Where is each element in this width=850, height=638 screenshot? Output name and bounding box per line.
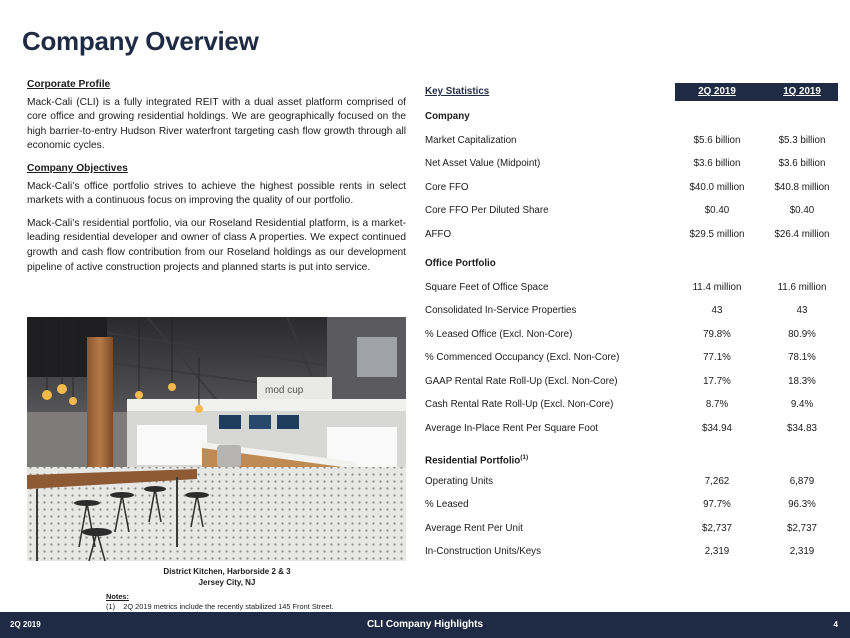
stat-label: % Commenced Occupancy (Excl. Non-Core) [425, 352, 620, 363]
stat-label: Cash Rental Rate Roll-Up (Excl. Non-Core) [425, 399, 614, 410]
key-statistics-label: Key Statistics [422, 83, 675, 101]
corporate-profile-heading: Corporate Profile [27, 79, 111, 90]
stat-label: Core FFO Per Diluted Share [425, 205, 549, 216]
stat-label: In-Construction Units/Keys [425, 546, 541, 557]
stat-value-2q2019: 2,319 [704, 546, 730, 557]
stat-value-1q2019: 43 [796, 305, 808, 316]
stat-label: Core FFO [425, 181, 469, 193]
stat-value-2q2019: $5.6 billion [693, 134, 741, 146]
footer-bar [0, 612, 850, 638]
stat-value-2q2019: 43 [711, 305, 723, 316]
stat-value-1q2019: 80.9% [788, 328, 816, 340]
stat-value-1q2019: $5.3 billion [778, 134, 826, 146]
footer-title: CLI Company Highlights [366, 619, 484, 630]
stat-label: Average Rent Per Unit [425, 522, 523, 534]
stat-label: Operating Units [425, 475, 494, 487]
stat-value-2q2019: $40.0 million [689, 181, 745, 193]
photo-caption-line2: Jersey City, NJ [198, 578, 256, 587]
company-objectives-heading: Company Objectives [27, 162, 128, 174]
cafe-sign-text: mod cup [265, 385, 304, 396]
stat-label: AFFO [425, 228, 452, 240]
company-heading-text: Company [425, 111, 470, 122]
stat-row [422, 517, 838, 541]
stat-row [422, 540, 838, 564]
stat-row [422, 176, 838, 200]
stat-value-2q2019: $3.6 billion [693, 158, 741, 169]
note-1 [106, 602, 334, 612]
stat-value-2q2019: $34.94 [702, 422, 732, 434]
stat-row [422, 323, 838, 347]
stat-label: % Leased [425, 499, 469, 510]
company-group-heading [422, 105, 838, 129]
corporate-profile-text: Mack-Cali (CLI) is a fully integrated REIT with a dual asset platform comprised of core office and growing residential holdings. We are geographically focused on the high barrier-to-entry Hudson River waterfront targeting cash flow growth through all economic cycles. [27, 96, 406, 152]
footer-period: 2Q 2019 [10, 620, 41, 629]
stat-value-1q2019: 6,879 [789, 475, 815, 487]
stat-row [422, 299, 838, 323]
stat-row [422, 199, 838, 223]
left-column [27, 78, 406, 283]
photo-caption-line1: District Kitchen, Harborside 2 & 3 [163, 567, 291, 576]
page-number: 4 [833, 620, 838, 629]
residential-group-heading [422, 446, 838, 470]
note-1-text: 2Q 2019 metrics include the recently stabilized 145 Front Street. [123, 602, 334, 611]
stat-row [422, 129, 838, 153]
photo-caption [27, 566, 427, 588]
notes [106, 592, 334, 612]
stat-row [422, 417, 838, 441]
note-1-number: (1) [106, 602, 116, 611]
stat-row [422, 370, 838, 394]
stat-label: Market Capitalization [425, 134, 517, 146]
stat-row [422, 152, 838, 176]
stat-value-2q2019: 7,262 [704, 475, 730, 487]
stat-value-1q2019: 96.3% [788, 499, 816, 510]
stat-label: Consolidated In-Service Properties [425, 305, 577, 316]
stat-label: % Leased Office (Excl. Non-Core) [425, 328, 573, 340]
page-title: Company Overview [22, 26, 259, 56]
stat-label: GAAP Rental Rate Roll-Up (Excl. Non-Core) [425, 375, 618, 387]
stat-value-2q2019: $2,737 [702, 522, 732, 534]
stat-value-1q2019: 9.4% [790, 399, 814, 410]
stat-value-1q2019: 2,319 [789, 546, 815, 557]
company-objectives-para1: Mack-Cali’s office portfolio strives to achieve the highest possible rents in select markets with a continuous focus on improving the quality of our portfolio. [27, 180, 406, 207]
stat-value-2q2019: 11.4 million [692, 281, 742, 293]
residential-heading-label: Residential Portfolio [425, 455, 521, 467]
stat-value-2q2019: 17.7% [703, 375, 731, 387]
office-group-heading [422, 252, 838, 276]
stat-label: Net Asset Value (Midpoint) [425, 158, 541, 169]
stat-row [422, 393, 838, 417]
stat-value-1q2019: $40.8 million [774, 181, 830, 193]
column-header-1q2019: 1Q 2019 [783, 86, 821, 97]
stat-value-1q2019: 11.6 million [777, 281, 827, 293]
stat-value-1q2019: $3.6 billion [778, 158, 826, 169]
stat-row [422, 470, 838, 494]
district-kitchen-photo [27, 317, 406, 561]
stat-value-1q2019: 78.1% [788, 352, 816, 363]
key-statistics-table [422, 83, 838, 564]
stat-value-2q2019: $0.40 [704, 205, 730, 216]
company-objectives-para2: Mack-Cali’s residential portfolio, via our Roseland Residential platform, is a market-leading residential developer and owner of class A properties. We expect continued growth and cash flow contribution from our Roseland holdings as our development pipeline of active construction projects and planned starts is put into service. [27, 217, 406, 273]
stat-value-1q2019: $2,737 [787, 522, 817, 534]
stat-row [422, 493, 838, 517]
stat-label: Square Feet of Office Space [425, 281, 549, 293]
stat-row [422, 223, 838, 247]
office-heading-text: Office Portfolio [425, 258, 496, 269]
stat-value-2q2019: 79.8% [703, 328, 731, 340]
stat-row [422, 276, 838, 300]
stat-value-1q2019: $0.40 [789, 205, 815, 216]
stat-row [422, 346, 838, 370]
stat-value-1q2019: 18.3% [788, 375, 816, 387]
residential-footnote-ref: (1) [520, 454, 529, 461]
stat-label: Average In-Place Rent Per Square Foot [425, 422, 598, 434]
stat-value-1q2019: $34.83 [787, 422, 817, 434]
stat-value-2q2019: $29.5 million [689, 228, 745, 240]
stat-value-2q2019: 8.7% [705, 399, 729, 410]
key-statistics-header [422, 83, 838, 101]
column-header-2q2019: 2Q 2019 [698, 86, 736, 97]
stat-value-2q2019: 77.1% [703, 352, 731, 363]
stat-value-2q2019: 97.7% [703, 499, 731, 510]
notes-heading: Notes: [106, 592, 129, 601]
stat-value-1q2019: $26.4 million [774, 228, 830, 240]
